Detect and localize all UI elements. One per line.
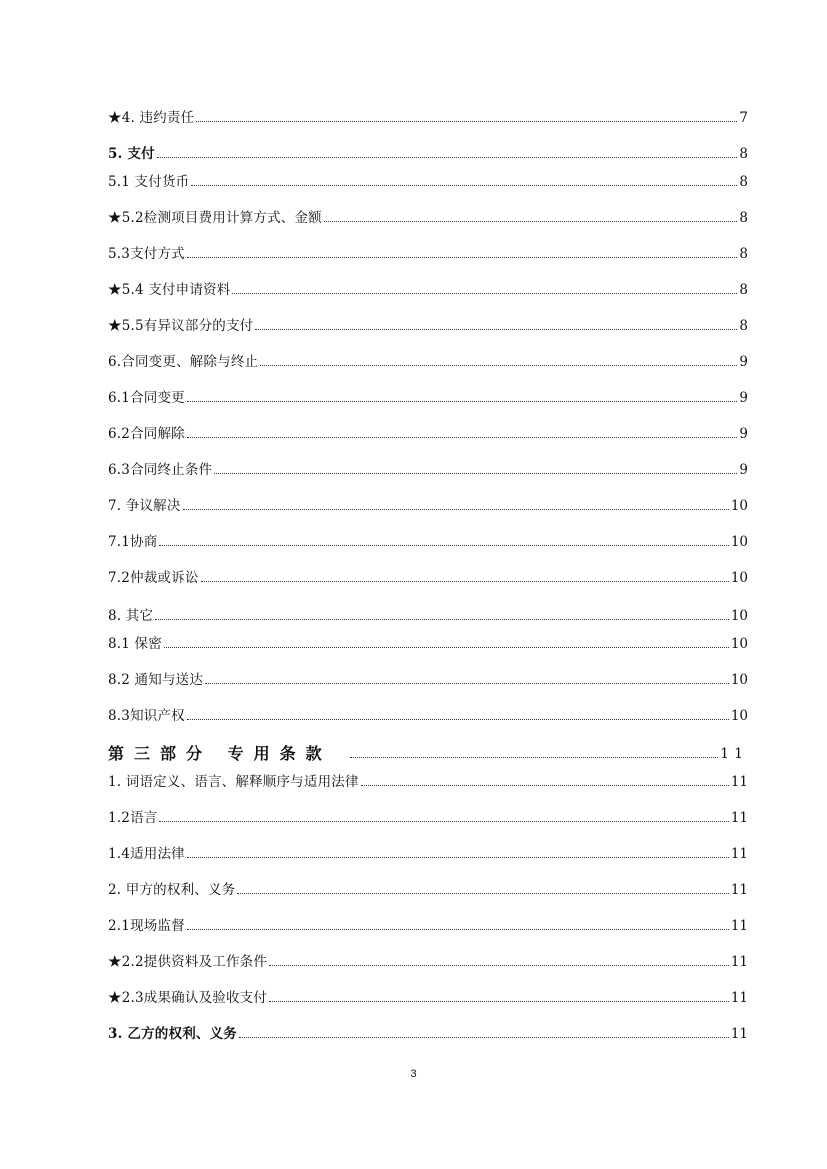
toc-entry-title: 8.2 通知与送达	[108, 672, 204, 688]
dot-leader	[350, 756, 719, 758]
dot-leader	[159, 820, 728, 822]
toc-entry-title: ★2.3成果确认及验收支付	[108, 990, 268, 1006]
toc-entry-title: 6.1合同变更	[108, 390, 185, 406]
page-number: 3	[410, 1068, 417, 1080]
toc-entry-title: 7.1协商	[108, 534, 158, 550]
toc-entry-title: 8.1 保密	[108, 636, 162, 652]
toc-entry[interactable]	[108, 808, 748, 828]
toc-entry[interactable]	[108, 460, 748, 480]
toc-entry[interactable]	[108, 244, 748, 264]
dot-leader	[201, 580, 729, 582]
toc-entry-title: ★4. 违约责任	[108, 110, 195, 126]
toc-entry-page: 10	[730, 636, 748, 652]
dot-leader	[324, 220, 738, 222]
toc-entry-title: 6.合同变更、解除与终止	[108, 354, 259, 370]
dot-leader	[239, 1036, 729, 1038]
toc-entry-page: 8	[739, 210, 748, 226]
toc-entry-page: 10	[730, 498, 748, 514]
toc-entry[interactable]	[108, 532, 748, 552]
dot-leader	[232, 292, 737, 294]
dot-leader	[205, 682, 729, 684]
toc-entry[interactable]	[108, 172, 748, 192]
toc-entry-title: 1.2语言	[108, 810, 158, 826]
toc-entry[interactable]	[108, 634, 748, 654]
toc-entry[interactable]	[108, 208, 748, 228]
toc-entry[interactable]	[108, 706, 748, 726]
dot-leader	[269, 1000, 729, 1002]
toc-entry[interactable]	[108, 1024, 748, 1044]
toc-entry-title: ★5.2检测项目费用计算方式、金额	[108, 210, 322, 226]
toc-entry[interactable]	[108, 988, 748, 1008]
toc-entry-page: 11	[730, 882, 748, 898]
toc-entry-title: 8.3知识产权	[108, 708, 185, 724]
toc-entry-title: 5. 支付	[108, 146, 155, 162]
toc-entry-title: 6.3合同终止条件	[108, 462, 213, 478]
dot-leader	[196, 120, 737, 122]
toc-entry[interactable]	[108, 280, 748, 300]
toc-entry[interactable]	[108, 316, 748, 336]
toc-entry[interactable]	[108, 606, 748, 626]
toc-entry-page: 8	[739, 246, 748, 262]
dot-leader	[187, 256, 738, 258]
toc-entry-page: 10	[730, 608, 748, 624]
toc-entry[interactable]	[108, 772, 748, 792]
toc-entry[interactable]	[108, 916, 748, 936]
dot-leader	[183, 508, 729, 510]
toc-entry-title: ★5.4 支付申请资料	[108, 282, 231, 298]
dot-leader	[237, 892, 728, 894]
toc-entry[interactable]	[108, 670, 748, 690]
toc-entry-page: 8	[739, 174, 748, 190]
toc-entry-title: 6.2合同解除	[108, 426, 185, 442]
toc-entry-page: 11	[730, 918, 748, 934]
toc-entry[interactable]	[108, 352, 748, 372]
toc-entry-page: 11	[730, 1026, 748, 1042]
toc-entry-page: 9	[739, 462, 748, 478]
toc-entry[interactable]	[108, 952, 748, 972]
dot-leader	[187, 436, 738, 438]
toc-entry-page: 9	[739, 390, 748, 406]
toc-entry-title: 5.1 支付货币	[108, 174, 190, 190]
dot-leader	[361, 784, 729, 786]
toc-entry-page: 11	[720, 746, 748, 762]
toc-entry-title: 1. 词语定义、语言、解释顺序与适用法律	[108, 774, 359, 790]
toc-entry-title: 7.2仲裁或诉讼	[108, 570, 199, 586]
toc-entry[interactable]	[108, 424, 748, 444]
dot-leader	[187, 856, 729, 858]
dot-leader	[260, 364, 737, 366]
dot-leader	[255, 328, 737, 330]
dot-leader	[187, 400, 738, 402]
toc-entry[interactable]	[108, 144, 748, 164]
dot-leader	[159, 544, 728, 546]
dot-leader	[155, 618, 729, 620]
toc-entry[interactable]	[108, 496, 748, 516]
toc-entry-title: 5.3支付方式	[108, 246, 185, 262]
toc-entry-page: 8	[739, 282, 748, 298]
dot-leader	[164, 646, 729, 648]
dot-leader	[187, 928, 729, 930]
toc-entry-title: 第三部分 专用条款	[108, 744, 332, 763]
dot-leader	[269, 964, 729, 966]
dot-leader	[157, 156, 738, 158]
toc-entry-title: 1.4适用法律	[108, 846, 185, 862]
toc-part-heading[interactable]	[108, 740, 748, 764]
toc-entry[interactable]	[108, 108, 748, 128]
toc-entry[interactable]	[108, 880, 748, 900]
dot-leader	[191, 184, 737, 186]
toc-entry[interactable]	[108, 568, 748, 588]
toc-entry-page: 9	[739, 354, 748, 370]
toc-entry-page: 10	[730, 708, 748, 724]
toc-entry-title: 7. 争议解决	[108, 498, 181, 514]
toc-entry-title: 3. 乙方的权利、义务	[108, 1026, 237, 1042]
toc-entry-title: 2. 甲方的权利、义务	[108, 882, 236, 898]
toc-entry-page: 11	[730, 774, 748, 790]
toc-entry-page: 9	[739, 426, 748, 442]
dot-leader	[214, 472, 737, 474]
toc-entry[interactable]	[108, 388, 748, 408]
toc-entry-page: 11	[730, 990, 748, 1006]
toc-entry-title: 2.1现场监督	[108, 918, 185, 934]
toc-entry-title: ★5.5有异议部分的支付	[108, 318, 254, 334]
toc-entry-title: ★2.2提供资料及工作条件	[108, 954, 268, 970]
toc-entry-page: 7	[739, 110, 748, 126]
toc-entry[interactable]	[108, 844, 748, 864]
toc-entry-page: 11	[730, 846, 748, 862]
toc-entry-page: 10	[730, 570, 748, 586]
toc-entry-title: 8. 其它	[108, 608, 154, 624]
toc-entry-page: 11	[730, 954, 748, 970]
toc-entry-page: 8	[739, 146, 748, 162]
dot-leader	[187, 718, 729, 720]
toc-entry-page: 10	[730, 534, 748, 550]
toc-entry-page: 8	[739, 318, 748, 334]
toc-entry-page: 11	[730, 810, 748, 826]
toc-entry-page: 10	[730, 672, 748, 688]
